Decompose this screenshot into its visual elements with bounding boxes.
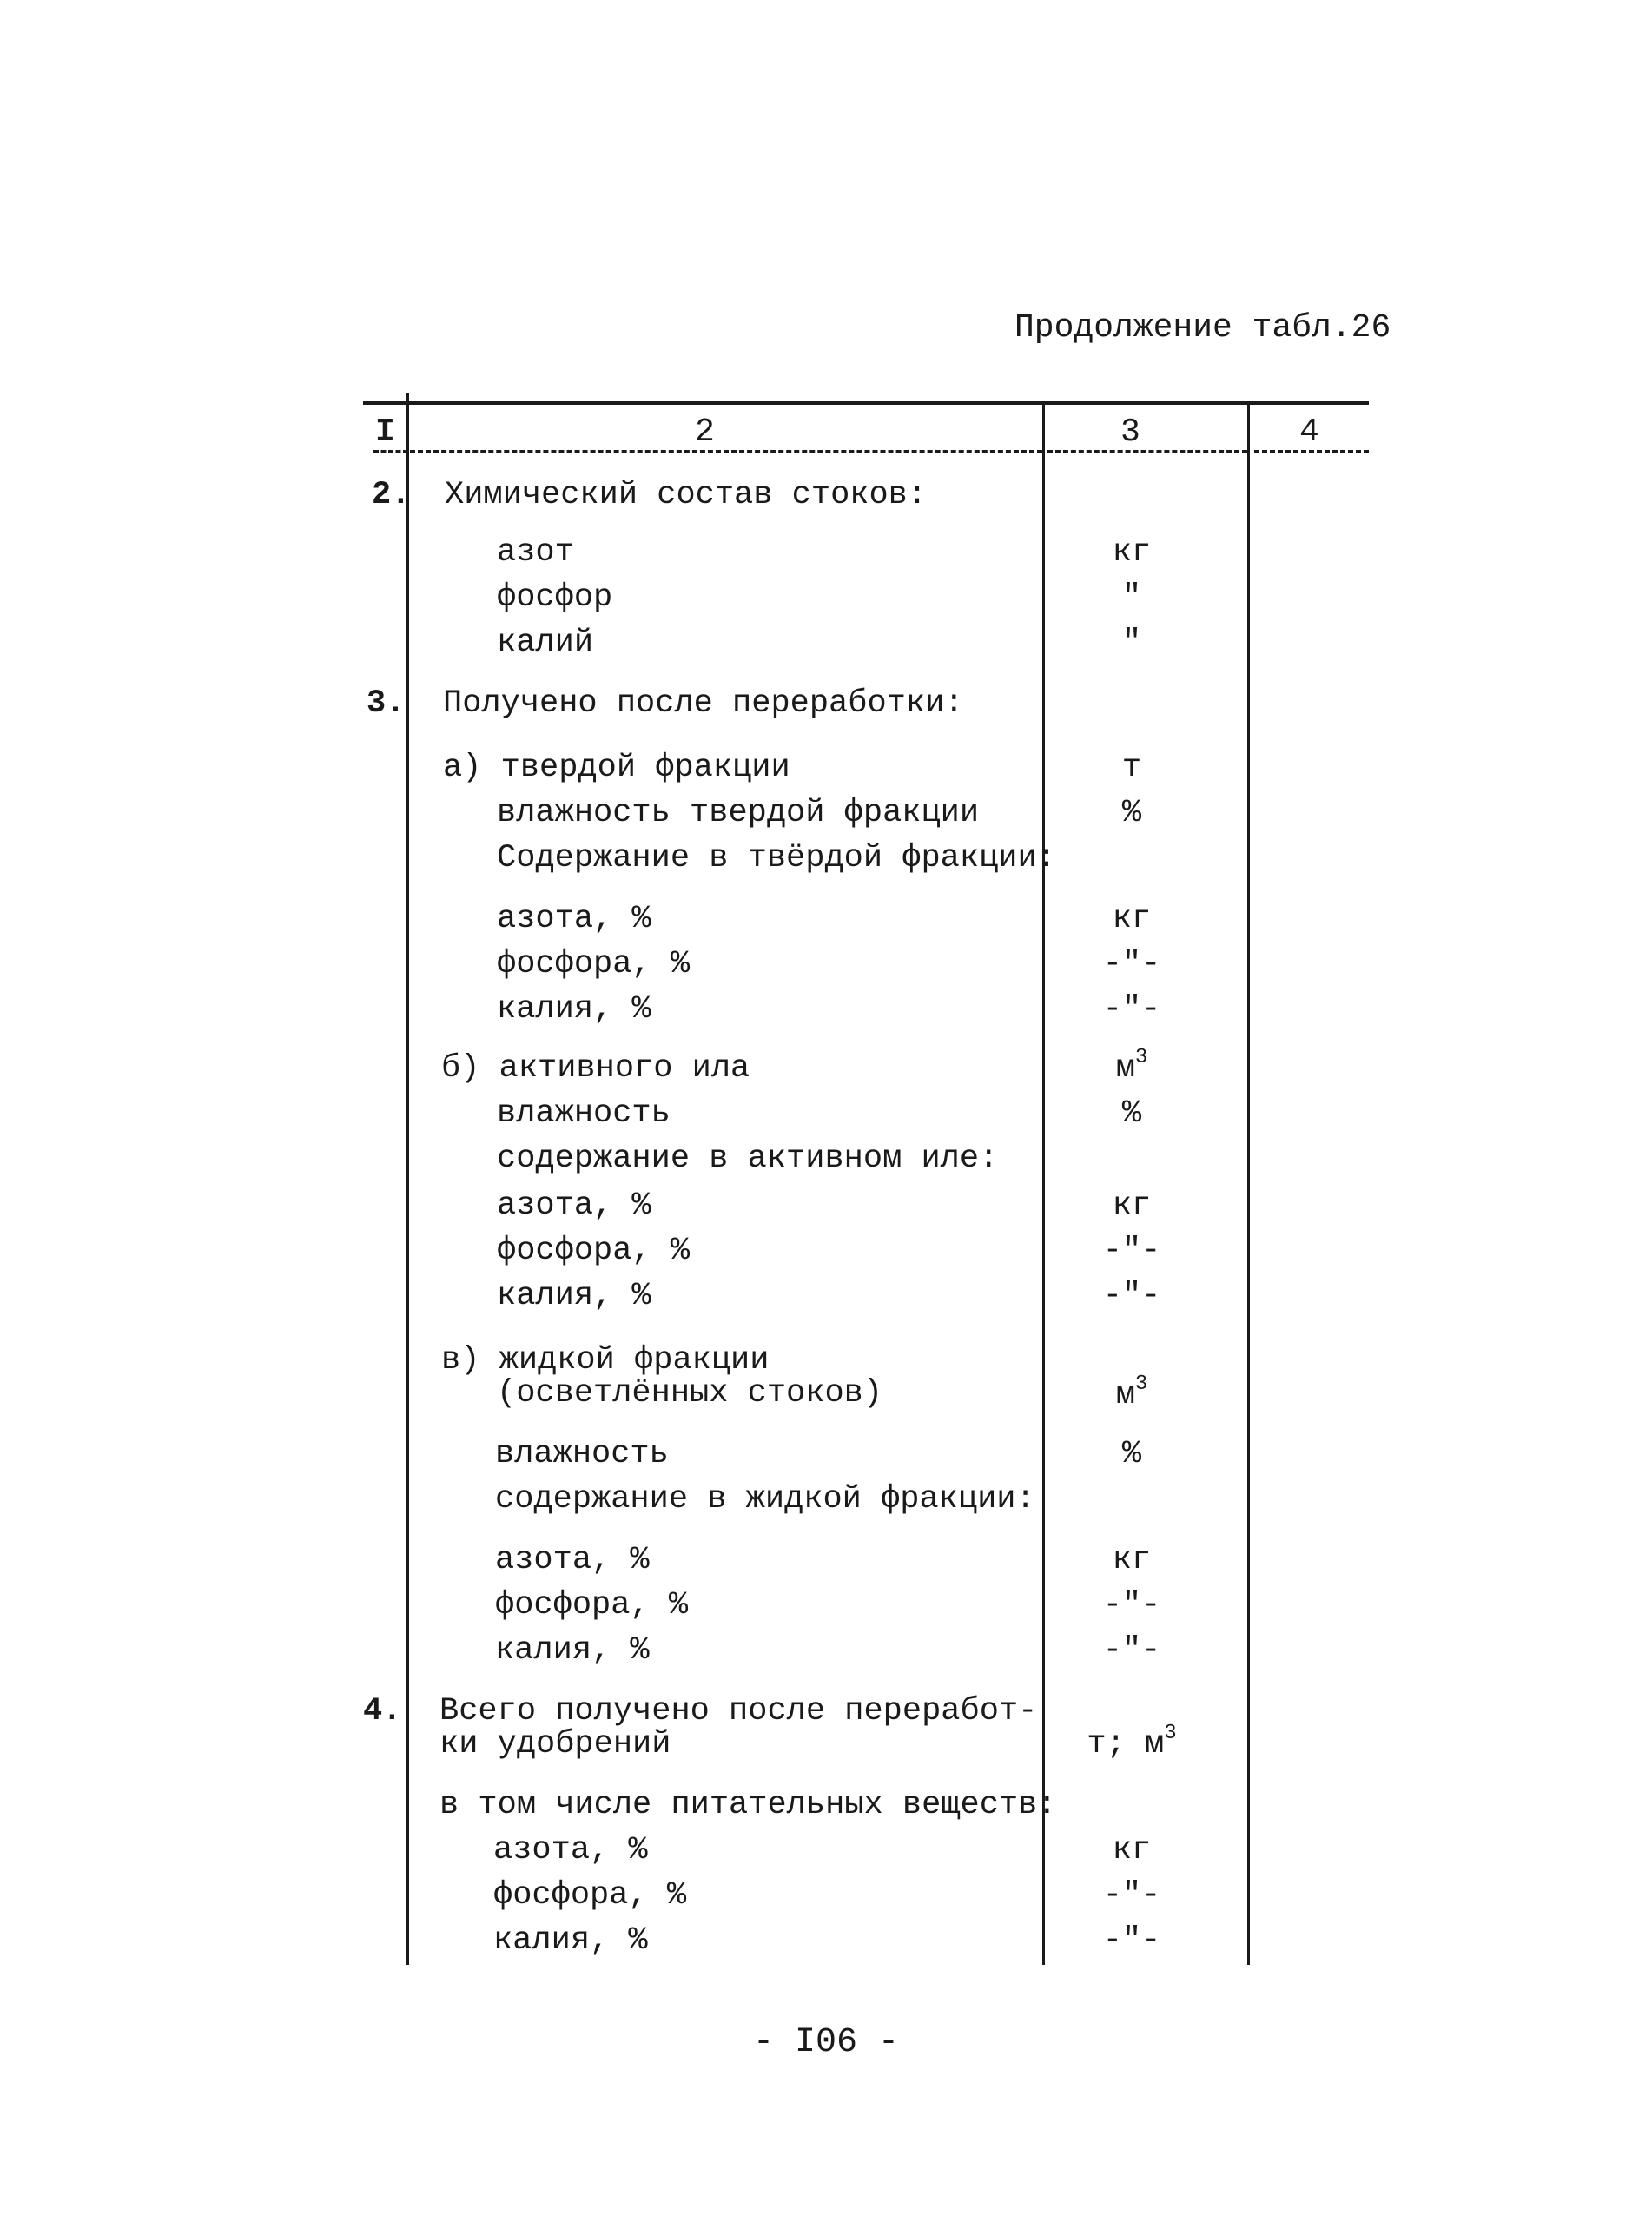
header-dash-rule-2	[410, 450, 1042, 453]
item-label: азот	[497, 534, 574, 571]
header-col-4: 4	[1299, 413, 1319, 451]
unit-cell: -"-	[1102, 946, 1161, 982]
item-label: влажность	[495, 1436, 669, 1472]
item-label: азота, %	[493, 1832, 648, 1869]
unit-cell: $м^3$	[1115, 1046, 1148, 1087]
unit-cell: кг	[1112, 1187, 1152, 1224]
item-label: Содержание в твёрдой фракции:	[497, 840, 1056, 876]
section-title: Всего получено после переработ-	[439, 1693, 1038, 1730]
header-col-3: 3	[1120, 413, 1140, 451]
unit-cell: т; $м^3$	[1087, 1722, 1177, 1763]
table-top-rule	[363, 401, 1369, 405]
subsection-title: б) активного ила	[441, 1050, 750, 1087]
header-dash-rule-3	[1047, 450, 1247, 453]
item-label: калия, %	[495, 1632, 650, 1669]
column-divider-1	[406, 393, 409, 1965]
item-label: влажность твердой фракции	[497, 795, 980, 831]
subsection-title-cont: (осветлённых стоков)	[497, 1375, 883, 1412]
unit-cell: -"-	[1102, 1877, 1161, 1914]
section-title-cont: ки удобрений	[439, 1726, 671, 1763]
item-label: содержание в жидкой фракции:	[495, 1481, 1035, 1518]
item-label: в том числе питательных веществ:	[439, 1787, 1057, 1823]
unit-cell: %	[1121, 1095, 1142, 1132]
row-number: 3.	[367, 685, 406, 722]
unit-cell: -"-	[1102, 991, 1161, 1028]
item-label: азота, %	[497, 1187, 651, 1224]
unit-cell: $м^3$	[1115, 1372, 1148, 1413]
row-number: 4.	[363, 1693, 402, 1730]
unit-cell: %	[1121, 795, 1142, 831]
item-label: фосфора, %	[497, 946, 691, 982]
item-label: влажность	[497, 1095, 671, 1132]
item-label: фосфора, %	[493, 1877, 687, 1914]
unit-cell: -"-	[1102, 1233, 1161, 1269]
subsection-title: в) жидкой фракции	[441, 1342, 770, 1379]
header-col-2: 2	[695, 413, 715, 451]
unit-cell: кг	[1112, 901, 1152, 937]
section-title: Получено после переработки:	[443, 685, 964, 722]
section-title: Химический состав стоков:	[445, 477, 928, 513]
row-number: 2.	[372, 477, 411, 513]
header-col-1: I	[375, 413, 395, 451]
item-label: фосфор	[497, 579, 613, 616]
unit-cell: кг	[1112, 534, 1152, 571]
item-label: калий	[497, 625, 594, 661]
unit-cell: -"-	[1102, 1922, 1161, 1959]
item-label: калия, %	[497, 1278, 651, 1314]
unit-cell: %	[1121, 1436, 1142, 1472]
unit-cell: -"-	[1102, 1632, 1161, 1669]
unit-cell: "	[1121, 625, 1142, 661]
unit-cell: -"-	[1102, 1587, 1161, 1624]
unit-cell: т	[1121, 750, 1142, 786]
column-divider-3	[1247, 401, 1250, 1965]
unit-cell: "	[1121, 579, 1142, 616]
item-label: калия, %	[497, 991, 651, 1028]
item-label: содержание в активном иле:	[497, 1141, 999, 1177]
item-label: фосфора, %	[495, 1587, 689, 1624]
item-label: азота, %	[497, 901, 651, 937]
unit-cell: кг	[1112, 1542, 1152, 1578]
subsection-title: а) твердой фракции	[443, 750, 790, 786]
item-label: калия, %	[493, 1922, 648, 1959]
item-label: фосфора, %	[497, 1233, 691, 1269]
unit-cell: -"-	[1102, 1278, 1161, 1314]
page-number: - I06 -	[752, 2023, 900, 2062]
unit-cell: кг	[1112, 1832, 1152, 1869]
item-label: азота, %	[495, 1542, 650, 1578]
table-caption: Продолжение табл.26	[1014, 309, 1391, 347]
